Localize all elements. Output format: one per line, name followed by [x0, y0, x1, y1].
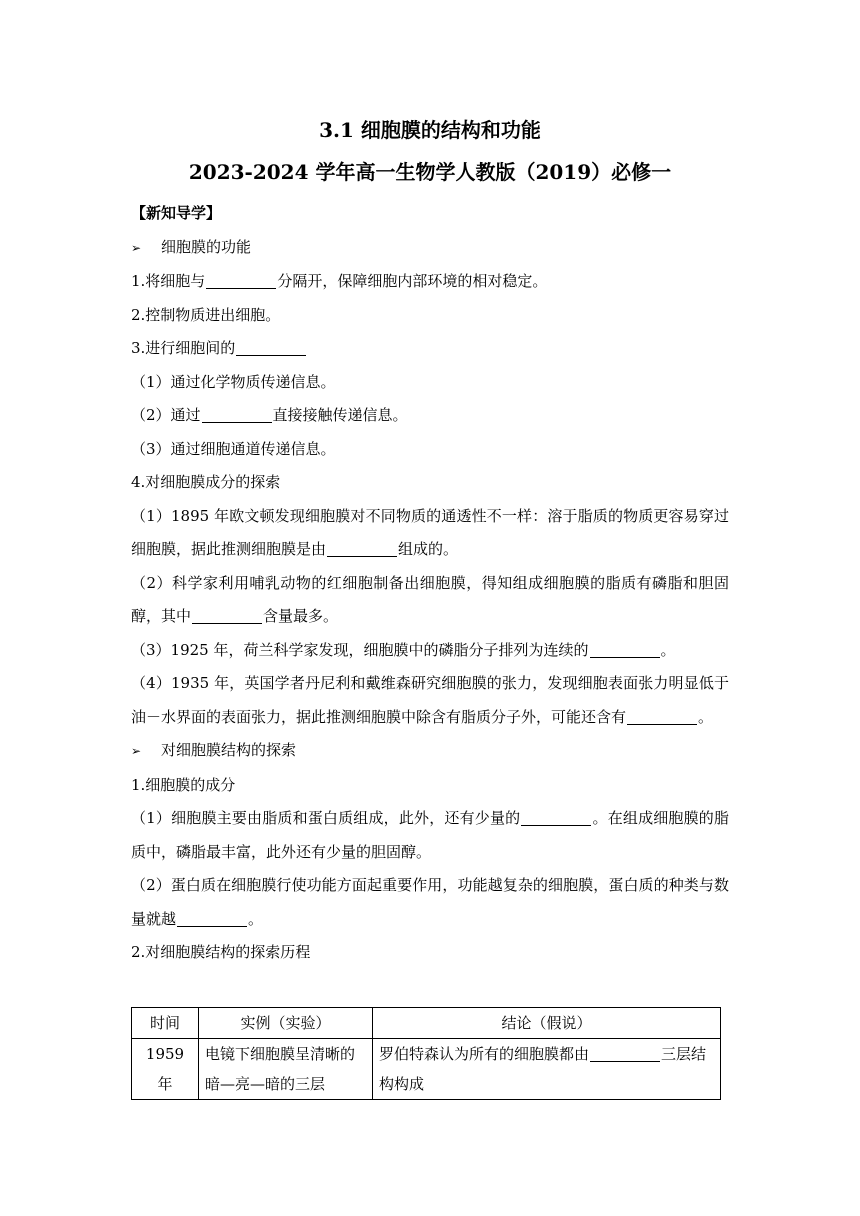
paragraph: 3.进行细胞间的	[131, 332, 729, 366]
history-table	[131, 1007, 721, 1100]
document-subtitle: 2023-2024 学年高一生物学人教版（2019）必修一	[188, 160, 672, 184]
paragraph: （1）1895 年欧文顿发现细胞膜对不同物质的通透性不一样：溶于脂质的物质更容易穿过细胞膜，据此推测细胞膜是由 组成的。	[131, 506, 729, 558]
paragraph: （1）细胞膜主要由脂质和蛋白质组成，此外，还有少量的 。在组成细胞膜的脂质中，磷脂最丰富，此外还有少量的胆固醇。	[131, 809, 729, 861]
bullet-item	[131, 231, 729, 266]
fill-blank[interactable]	[327, 540, 397, 558]
fill-blank[interactable]	[627, 707, 697, 725]
paragraph: （2）通过 直接接触传递信息。	[131, 406, 408, 424]
section-heading: 【新知导学】	[131, 204, 222, 222]
fill-blank[interactable]	[590, 640, 660, 658]
cell-example: 电镜下细胞膜呈清晰的暗—亮—暗的三层	[199, 1039, 373, 1100]
fill-blank[interactable]	[202, 406, 272, 424]
bullet-text: 细胞膜的功能	[161, 237, 252, 256]
paragraph: 2.控制物质进出细胞。	[131, 305, 281, 324]
paragraph: （1）通过化学物质传递信息。	[131, 372, 336, 391]
paragraph: （3）通过细胞通道传递信息。	[131, 439, 336, 458]
bullet-text: 对细胞膜结构的探索	[161, 741, 297, 759]
fill-blank[interactable]	[236, 339, 306, 357]
paragraph: 1.将细胞与 分隔开，保障细胞内部环境的相对稳定。	[131, 272, 548, 290]
bullet-item	[131, 734, 729, 769]
paragraph: （4）1935 年，英国学者丹尼利和戴维森研究细胞膜的张力，发现细胞表面张力明显低于油－水界面的表面张力，据此推测细胞膜中除含有脂质分子外，可能还含有 。	[131, 674, 729, 726]
paragraph: 2.对细胞膜结构的探索历程	[131, 943, 311, 961]
document-body	[131, 197, 729, 970]
paragraph: （2）科学家利用哺乳动物的红细胞制备出细胞膜，得知组成细胞膜的脂质有磷脂和胆固醇，其中 含量最多。	[131, 573, 729, 625]
paragraph: 1.细胞膜的成分	[131, 775, 236, 794]
arrow-bullet-icon: ➢	[131, 744, 142, 758]
fill-blank[interactable]	[206, 272, 276, 290]
cell-conclusion: 罗伯特森认为所有的细胞膜都由 三层结构构成	[373, 1039, 721, 1100]
fill-blank[interactable]	[590, 1045, 660, 1063]
paragraph: （3）1925 年，荷兰科学家发现，细胞膜中的磷脂分子排列为连续的 。	[131, 640, 676, 659]
cell-time: 1959 年	[132, 1039, 199, 1100]
arrow-bullet-icon: ➢	[131, 240, 142, 255]
paragraph: （2）蛋白质在细胞膜行使功能方面起重要作用，功能越复杂的细胞膜，蛋白质的种类与数量就越 。	[131, 876, 729, 928]
column-header-time: 时间	[132, 1008, 199, 1039]
paragraph: 4.对细胞膜成分的探索	[131, 473, 281, 491]
fill-blank[interactable]	[177, 909, 247, 927]
fill-blank[interactable]	[521, 809, 591, 827]
column-header-conclusion: 结论（假说）	[373, 1008, 721, 1039]
column-header-example: 实例（实验）	[199, 1008, 373, 1039]
fill-blank[interactable]	[192, 607, 262, 625]
table-row	[132, 1039, 721, 1100]
table-header-row	[132, 1008, 721, 1039]
document-title: 3.1 细胞膜的结构和功能	[319, 118, 541, 142]
